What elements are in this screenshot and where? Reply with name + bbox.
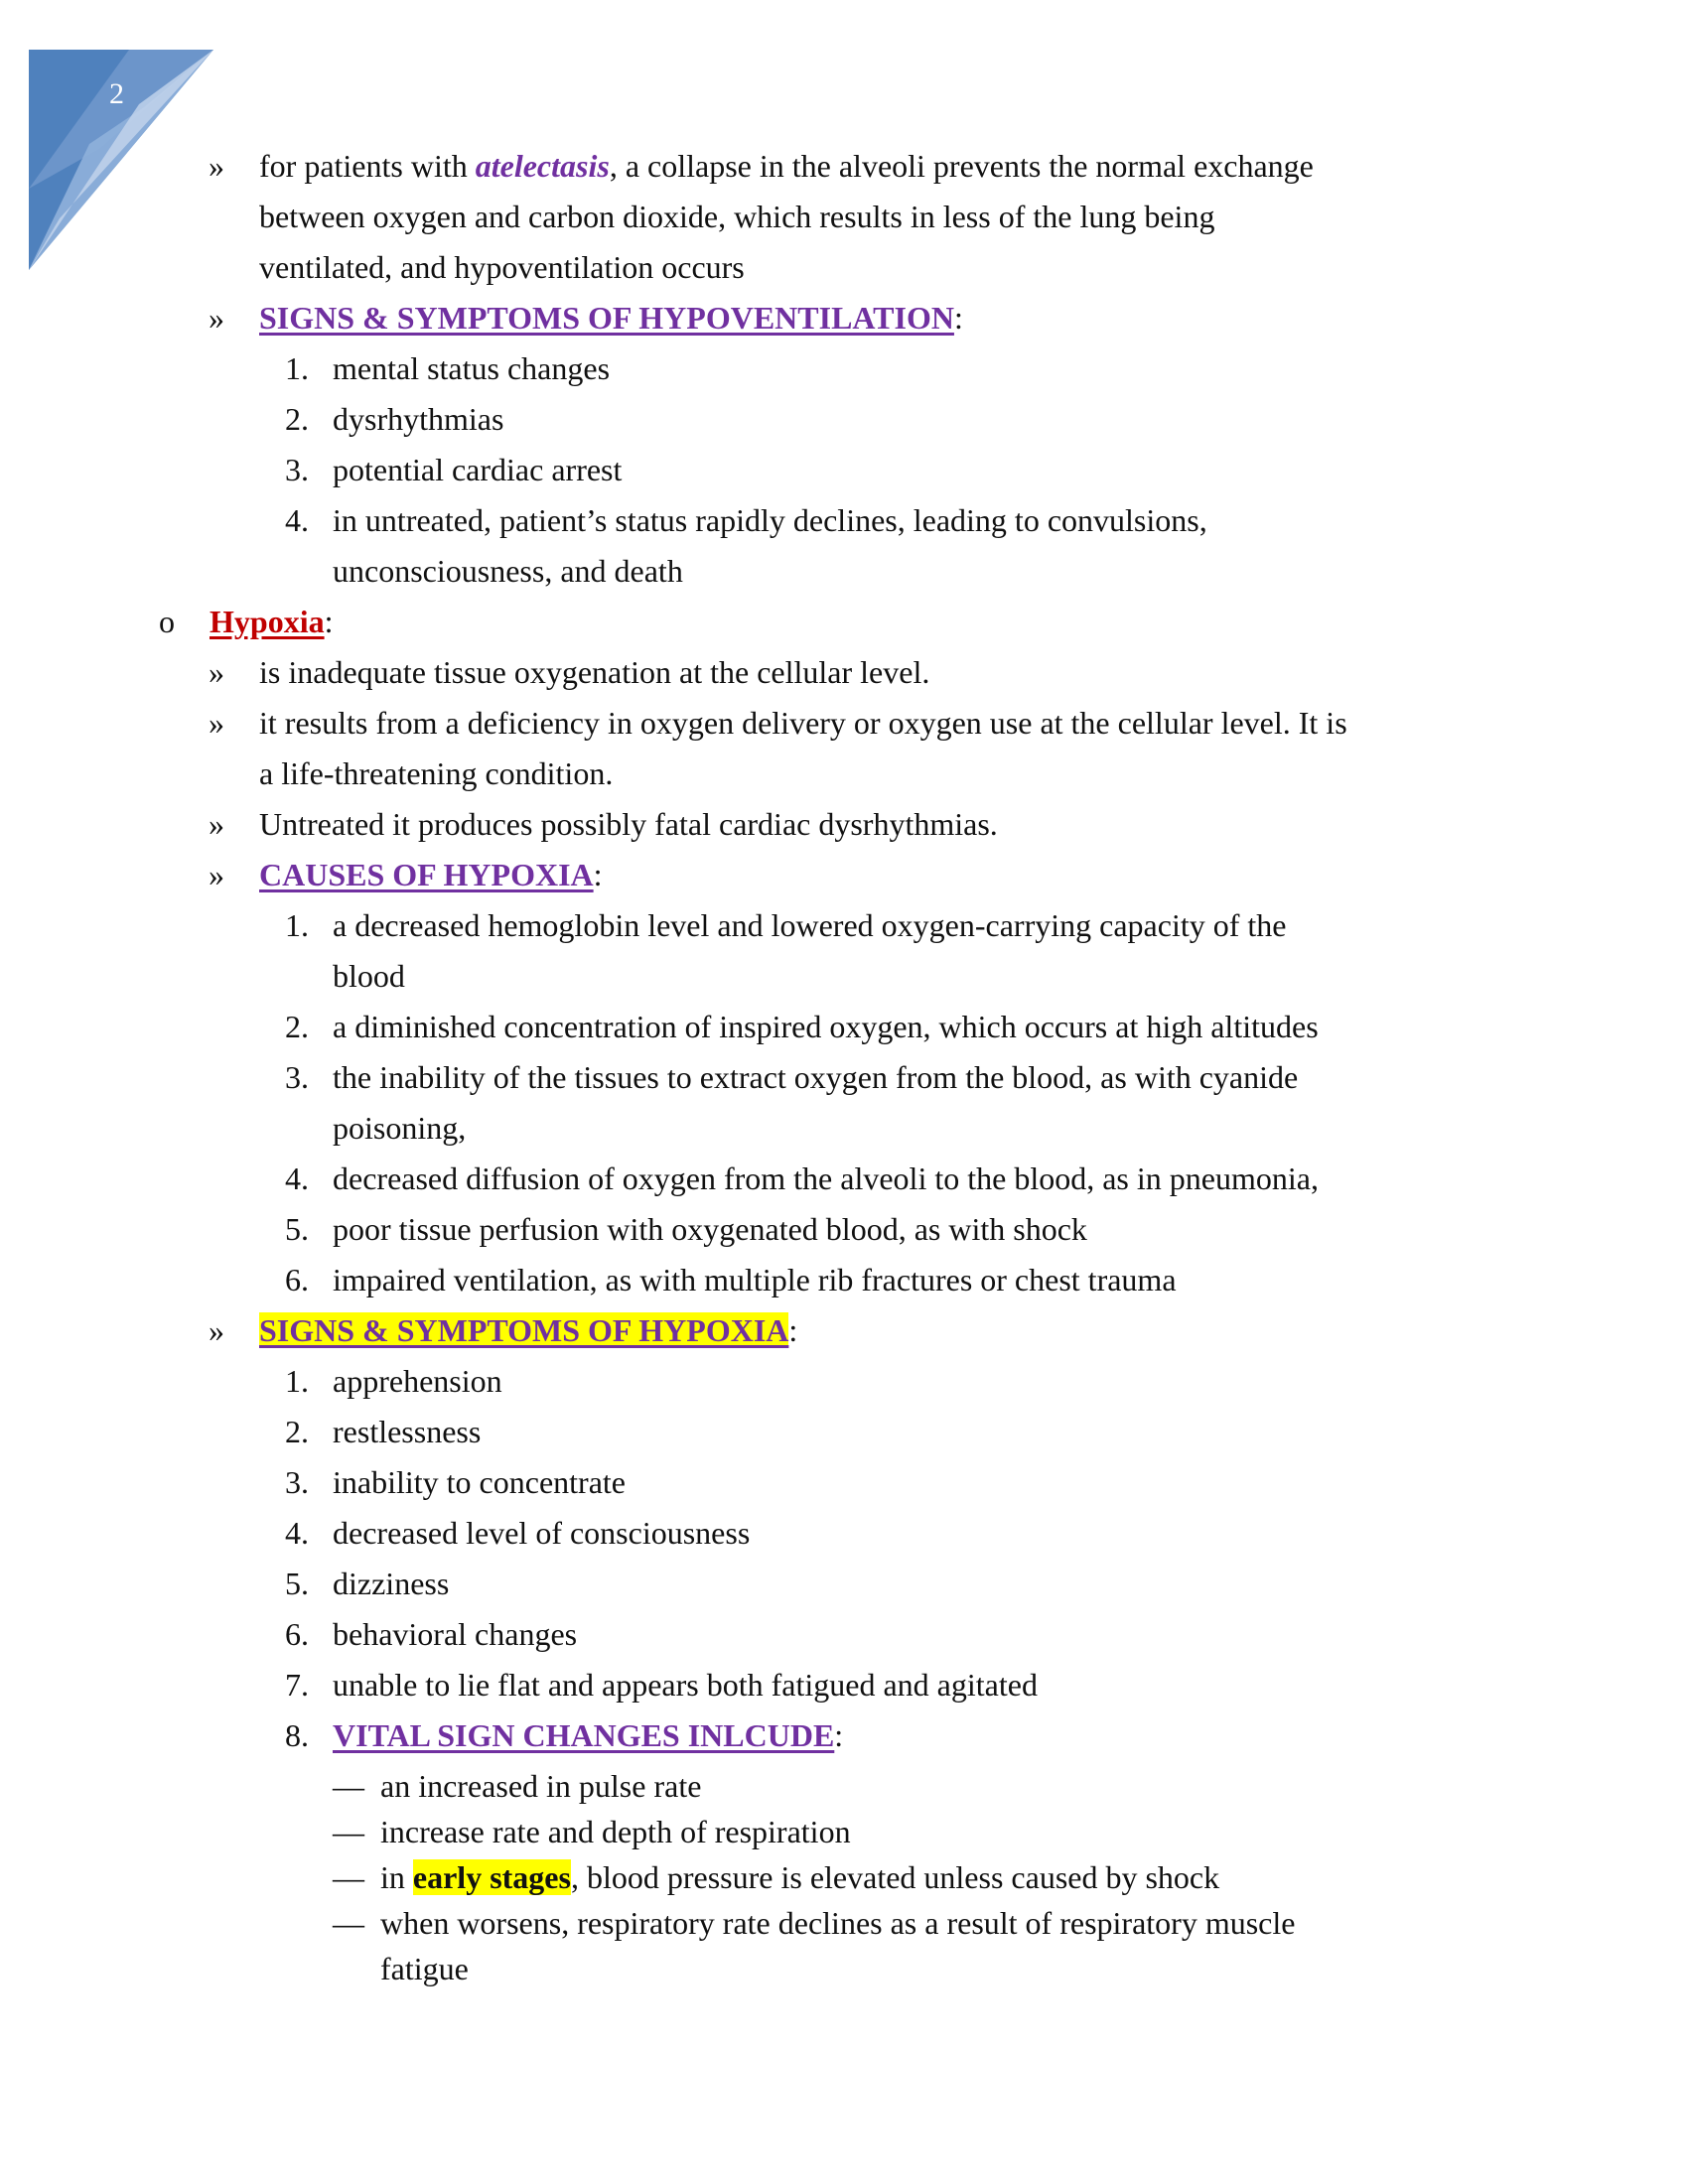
list-item-text: decreased level of consciousness	[333, 1515, 751, 1551]
list-item-text: unconsciousness, and death	[333, 553, 683, 589]
list-item-text: impaired ventilation, as with multiple rib fractures or chest trauma	[333, 1262, 1177, 1297]
list-number: 8.	[285, 1717, 309, 1753]
list-item-text: poisoning,	[333, 1110, 467, 1146]
text-line	[0, 1559, 1689, 1609]
list-number: 5.	[285, 1211, 309, 1247]
text-line	[0, 1898, 1689, 1944]
list-number: 6.	[285, 1616, 309, 1652]
text-line	[0, 1457, 1689, 1508]
dash-item-text: increase rate and depth of respiration	[380, 1814, 851, 1849]
text-line	[0, 1807, 1689, 1852]
text-line	[0, 799, 1689, 850]
dash-post: , blood pressure is elevated unless caused by shock	[570, 1859, 1220, 1895]
list-item-text: blood	[333, 958, 405, 994]
text-line	[0, 1204, 1689, 1255]
list-number: 3.	[285, 452, 309, 487]
list-item-text: dysrhythmias	[333, 401, 504, 437]
list-item-text: poor tissue perfusion with oxygenated blood, as with shock	[333, 1211, 1087, 1247]
list-item-text: in untreated, patient’s status rapidly declines, leading to convulsions,	[333, 502, 1207, 538]
hypoxia-heading: Hypoxia	[210, 604, 325, 639]
text-line	[0, 141, 1689, 192]
document-body	[0, 141, 1689, 1989]
bullet-text: a life-threatening condition.	[259, 755, 614, 791]
list-item-text: inability to concentrate	[333, 1464, 626, 1500]
list-item-text: decreased diffusion of oxygen from the alveoli to the blood, as in pneumonia,	[333, 1160, 1319, 1196]
dash-icon: —	[333, 1905, 364, 1941]
text-line	[0, 951, 1689, 1002]
text-line	[0, 1052, 1689, 1103]
list-number: 1.	[285, 350, 309, 386]
section-heading: Hypoxia:	[210, 604, 334, 639]
bullet-text: is inadequate tissue oxygenation at the cellular level.	[259, 654, 930, 690]
text-line	[0, 647, 1689, 698]
text-line	[0, 597, 1689, 647]
bullet-text: Untreated it produces possibly fatal cardiac dysrhythmias.	[259, 806, 998, 842]
text-line	[0, 1356, 1689, 1407]
text-line	[0, 1761, 1689, 1807]
bullet-icon: »	[209, 806, 224, 842]
text-line	[0, 343, 1689, 394]
bullet-icon: »	[209, 1312, 224, 1348]
text-line	[0, 1710, 1689, 1761]
list-number: 5.	[285, 1566, 309, 1601]
text-line	[0, 1660, 1689, 1710]
list-item-text: the inability of the tissues to extract oxygen from the blood, as with cyanide	[333, 1059, 1299, 1095]
causes-heading: CAUSES OF HYPOXIA	[259, 857, 594, 892]
bullet-icon: »	[209, 300, 224, 336]
text-line	[0, 1609, 1689, 1660]
section-heading: SIGNS & SYMPTOMS OF HYPOVENTILATION:	[259, 300, 963, 336]
text-line	[0, 1002, 1689, 1052]
text-line	[0, 1154, 1689, 1204]
list-item-text: unable to lie flat and appears both fatigued and agitated	[333, 1667, 1038, 1703]
section-heading: SIGNS & SYMPTOMS OF HYPOXIA:	[259, 1312, 798, 1348]
intro-text	[259, 141, 1314, 192]
vital-signs-heading: VITAL SIGN CHANGES INLCUDE	[333, 1717, 835, 1753]
dash-item-text: fatigue	[380, 1951, 469, 1986]
text-line	[0, 698, 1689, 749]
dash-icon: —	[333, 1859, 364, 1895]
list-item-text: mental status changes	[333, 350, 611, 386]
section-heading: VITAL SIGN CHANGES INLCUDE:	[333, 1717, 844, 1753]
list-item-text: dizziness	[333, 1566, 450, 1601]
intro-post: , a collapse in the alveoli prevents the normal exchange	[609, 148, 1314, 184]
section-heading: CAUSES OF HYPOXIA:	[259, 857, 603, 892]
text-line	[0, 242, 1689, 293]
text-line	[0, 445, 1689, 495]
intro-line: ventilated, and hypoventilation occurs	[259, 249, 745, 285]
list-number: 6.	[285, 1262, 309, 1297]
text-line	[0, 293, 1689, 343]
intro-pre: for patients with	[259, 148, 476, 184]
list-number: 3.	[285, 1464, 309, 1500]
list-item-text: potential cardiac arrest	[333, 452, 623, 487]
bullet-icon: »	[209, 654, 224, 690]
bullet-icon: »	[209, 857, 224, 892]
list-number: 4.	[285, 1160, 309, 1196]
text-line	[0, 850, 1689, 900]
hypoventilation-signs-heading: SIGNS & SYMPTOMS OF HYPOVENTILATION	[259, 300, 954, 336]
circle-bullet-icon: o	[159, 604, 175, 639]
list-item-text: apprehension	[333, 1363, 502, 1399]
bullet-icon: »	[209, 148, 224, 184]
list-number: 3.	[285, 1059, 309, 1095]
dash-icon: —	[333, 1768, 364, 1804]
text-line	[0, 1103, 1689, 1154]
dash-icon: —	[333, 1814, 364, 1849]
text-line	[0, 394, 1689, 445]
list-number: 7.	[285, 1667, 309, 1703]
list-number: 2.	[285, 401, 309, 437]
text-line	[0, 900, 1689, 951]
page-number: 2	[109, 77, 124, 110]
list-number: 4.	[285, 502, 309, 538]
highlight-early-stages: early stages	[412, 1859, 571, 1895]
list-number: 4.	[285, 1515, 309, 1551]
text-line	[0, 1305, 1689, 1356]
dash-item-text	[380, 1852, 1219, 1903]
bullet-icon: »	[209, 705, 224, 741]
list-number: 1.	[285, 907, 309, 943]
intro-line: between oxygen and carbon dioxide, which results in less of the lung being	[259, 199, 1215, 234]
list-item-text: a decreased hemoglobin level and lowered oxygen-carrying capacity of the	[333, 907, 1287, 943]
list-number: 2.	[285, 1414, 309, 1449]
text-line	[0, 1852, 1689, 1898]
list-item-text: behavioral changes	[333, 1616, 578, 1652]
dash-item-text: an increased in pulse rate	[380, 1768, 702, 1804]
dash-pre: in	[380, 1859, 413, 1895]
list-item-text: restlessness	[333, 1414, 482, 1449]
text-line	[0, 749, 1689, 799]
list-number: 2.	[285, 1009, 309, 1044]
text-line	[0, 1407, 1689, 1457]
text-line	[0, 495, 1689, 546]
dash-item-text: when worsens, respiratory rate declines as a result of respiratory muscle	[380, 1905, 1296, 1941]
text-line	[0, 192, 1689, 242]
term-atelectasis: atelectasis	[475, 148, 610, 184]
bullet-text: it results from a deficiency in oxygen delivery or oxygen use at the cellular level. It is	[259, 705, 1347, 741]
list-number: 1.	[285, 1363, 309, 1399]
list-item-text: a diminished concentration of inspired oxygen, which occurs at high altitudes	[333, 1009, 1319, 1044]
text-line	[0, 1944, 1689, 1989]
text-line	[0, 1508, 1689, 1559]
text-line	[0, 546, 1689, 597]
text-line	[0, 1255, 1689, 1305]
hypoxia-signs-heading: SIGNS & SYMPTOMS OF HYPOXIA	[259, 1312, 789, 1348]
